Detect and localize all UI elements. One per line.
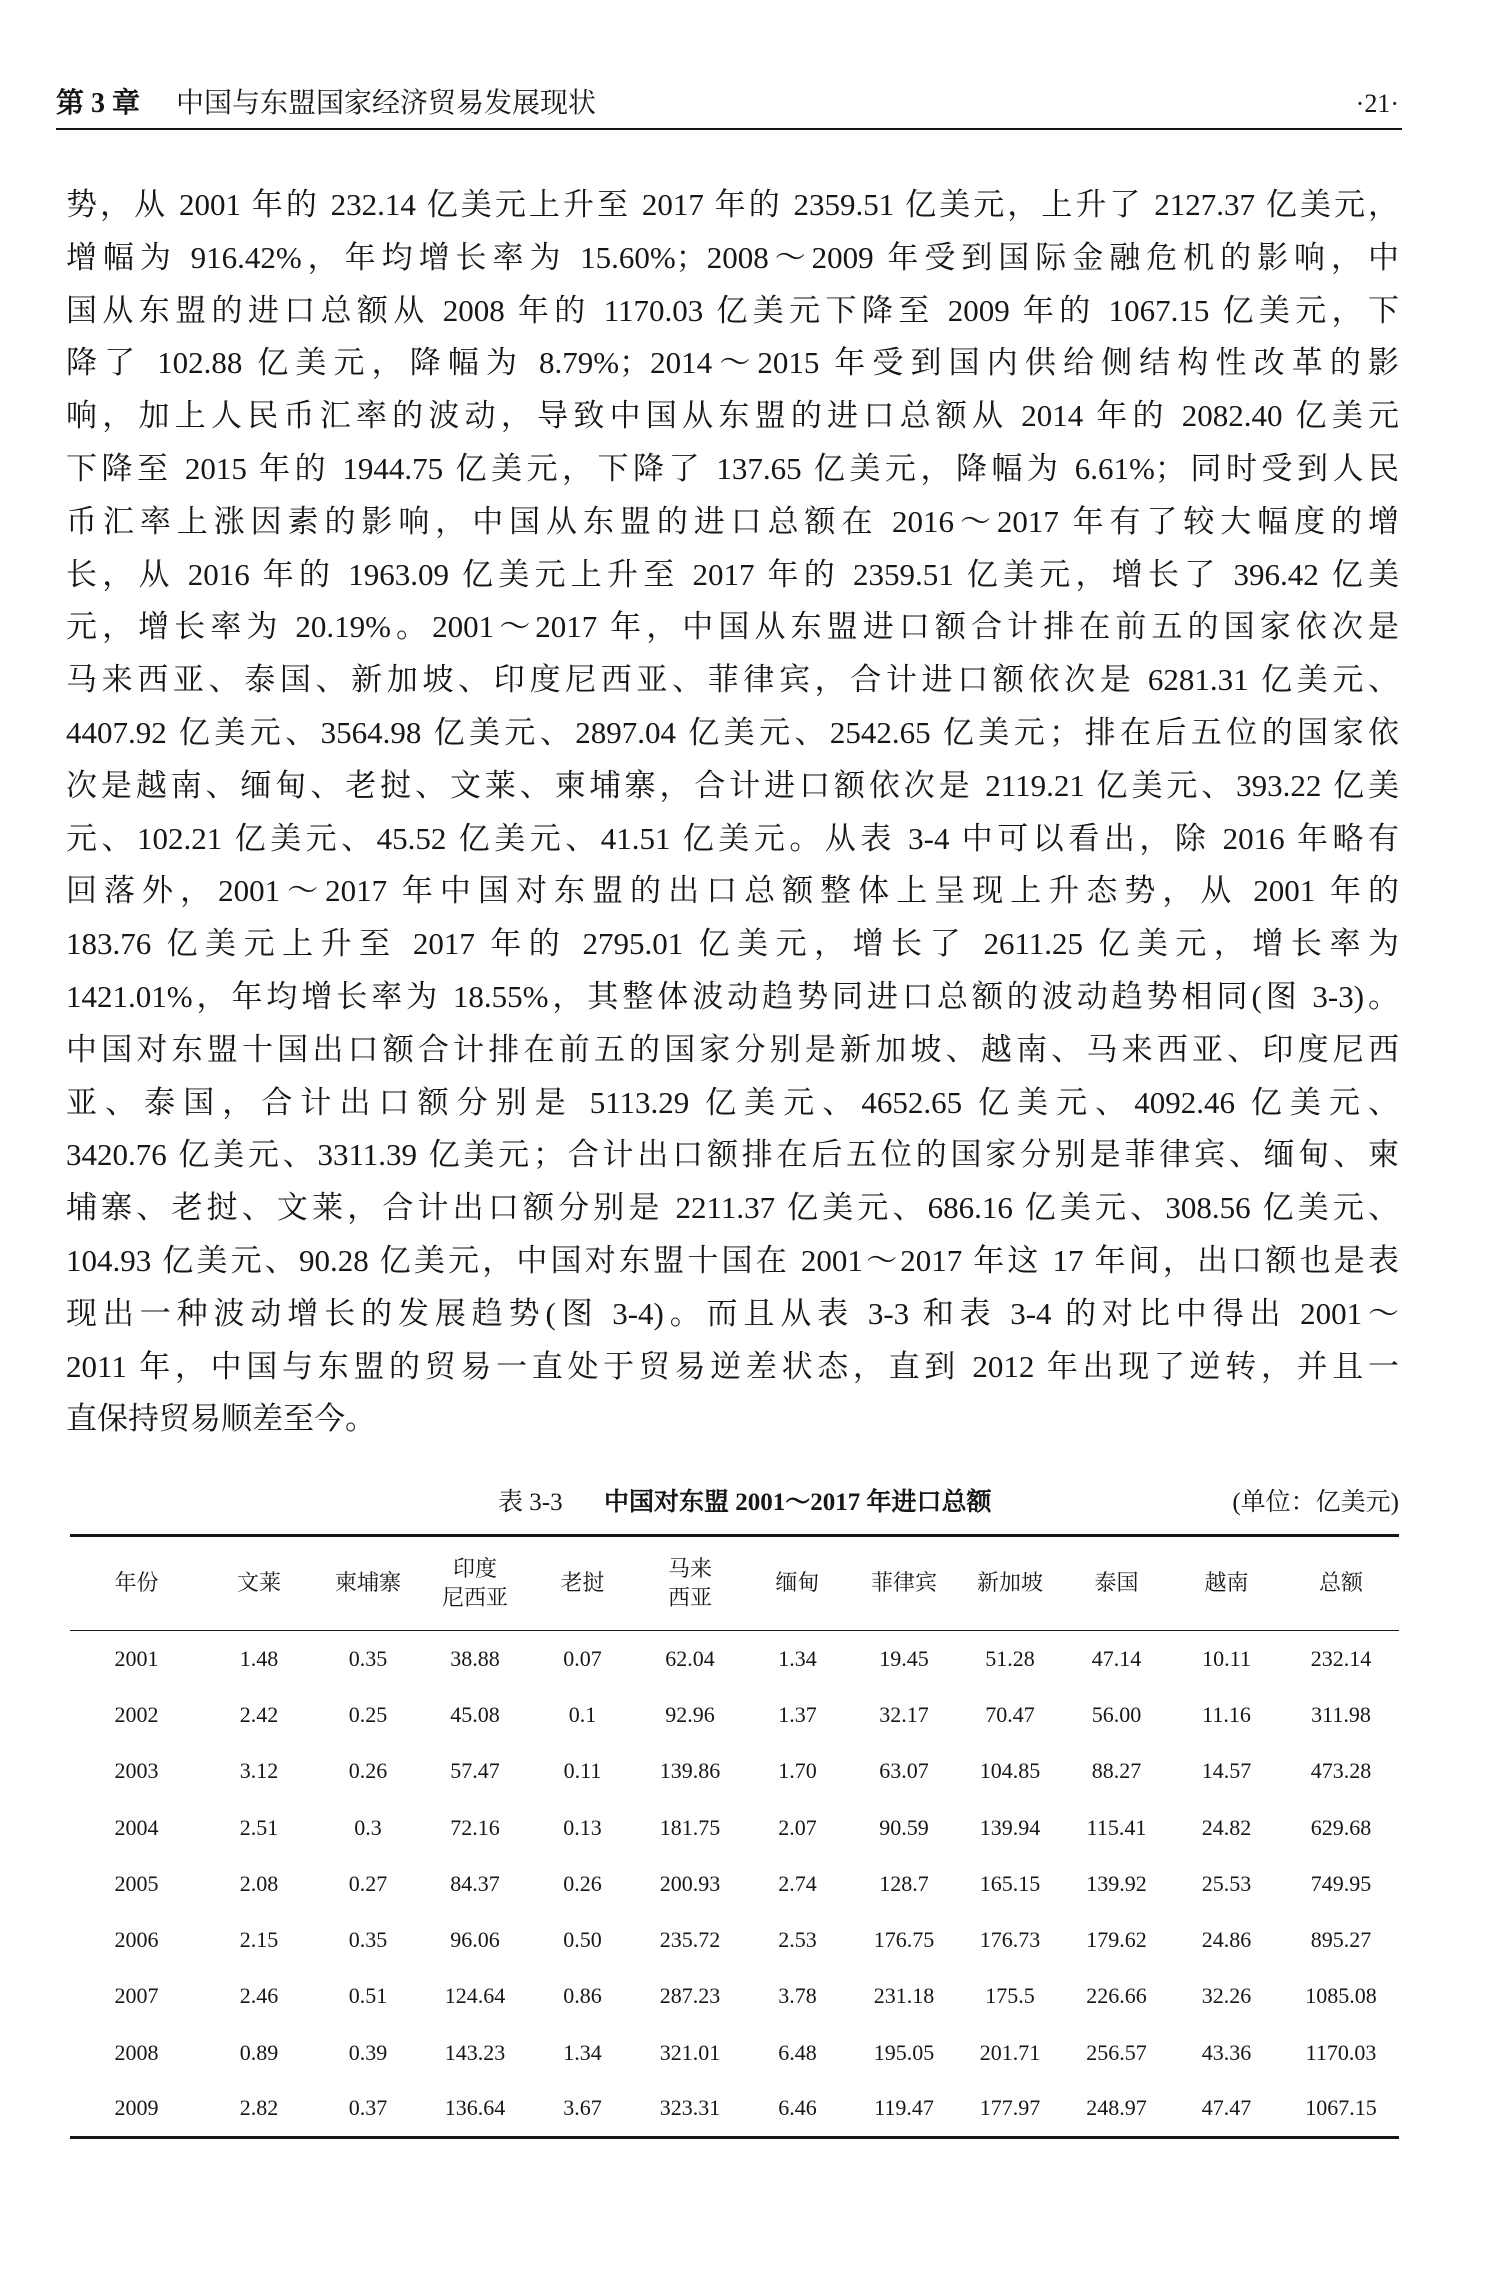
value-cell: 70.47 xyxy=(985,1701,1035,1727)
value-cell: 3.67 xyxy=(563,2095,602,2121)
value-cell: 2.42 xyxy=(239,1701,279,1727)
value-cell: 0.39 xyxy=(348,2039,388,2065)
table-head xyxy=(70,1536,1399,1631)
body-line: 次是越南、缅甸、老挝、文莱、柬埔寨，合计进口额依次是 2119.21 亿美元、393.22 亿美 xyxy=(66,767,1399,803)
value-cell: 1085.08 xyxy=(1305,1983,1377,2009)
table-row xyxy=(70,1912,1399,1968)
value-cell: 256.57 xyxy=(1086,2039,1147,2065)
value-cell: 0.25 xyxy=(348,1701,388,1727)
body-line: 国从东盟的进口总额从 2008 年的 1170.03 亿美元下降至 2009 年的 1067.15 亿美元，下 xyxy=(66,292,1399,328)
value-cell: 14.57 xyxy=(1201,1758,1252,1784)
table-row xyxy=(70,2081,1399,2137)
column-header: 印度 尼西亚 xyxy=(421,1536,529,1631)
value-cell: 321.01 xyxy=(659,2039,721,2065)
value-cell: 119.47 xyxy=(874,2095,934,2121)
table-row xyxy=(70,2025,1399,2081)
value-cell: 231.18 xyxy=(873,1983,935,2009)
value-cell: 1.34 xyxy=(563,2039,602,2065)
value-cell: 19.45 xyxy=(879,1645,929,1671)
value-cell: 115.41 xyxy=(1086,1814,1147,1840)
value-cell: 1170.03 xyxy=(1305,2039,1377,2065)
value-cell: 6.48 xyxy=(778,2039,817,2065)
table-caption-title: 中国对东盟 2001～2017 年进口总额 xyxy=(604,1489,992,1516)
body-line: 币汇率上涨因素的影响，中国从东盟的进口总额在 2016～2017 年有了较大幅度的增 xyxy=(66,503,1399,539)
table-unit: (单位：亿美元) xyxy=(1232,1489,1399,1516)
value-cell: 179.62 xyxy=(1086,1927,1147,1953)
chapter-label: 第 3 章 xyxy=(56,88,141,119)
value-cell: 2.51 xyxy=(239,1814,279,1840)
value-cell: 0.26 xyxy=(348,1758,388,1784)
value-cell: 25.53 xyxy=(1201,1870,1252,1896)
value-cell: 0.50 xyxy=(563,1927,602,1953)
table-row xyxy=(70,1743,1399,1799)
value-cell: 62.04 xyxy=(665,1645,715,1671)
year-cell: 2008 xyxy=(114,2039,159,2065)
table-row xyxy=(70,1631,1399,1687)
value-cell: 2.74 xyxy=(778,1870,817,1896)
value-cell: 47.14 xyxy=(1091,1645,1142,1671)
body-line: 中国对东盟十国出口额合计排在前五的国家分别是新加坡、越南、马来西亚、印度尼西 xyxy=(66,1031,1399,1067)
year-cell: 2003 xyxy=(114,1758,159,1784)
value-cell: 10.11 xyxy=(1202,1645,1251,1671)
table-caption xyxy=(0,1484,1500,1522)
value-cell: 181.75 xyxy=(659,1814,721,1840)
table-row xyxy=(70,1968,1399,2024)
value-cell: 195.05 xyxy=(873,2039,935,2065)
value-cell: 895.27 xyxy=(1310,1927,1372,1953)
year-cell: 2002 xyxy=(114,1701,159,1727)
value-cell: 88.27 xyxy=(1091,1758,1142,1784)
value-cell: 0.27 xyxy=(348,1870,388,1896)
data-table xyxy=(70,1534,1399,2139)
body-line: 183.76 亿美元上升至 2017 年的 2795.01 亿美元，增长了 2611.25 亿美元，增长率为 xyxy=(66,926,1399,962)
value-cell: 24.86 xyxy=(1201,1927,1252,1953)
value-cell: 200.93 xyxy=(659,1870,721,1896)
value-cell: 139.92 xyxy=(1086,1870,1147,1896)
value-cell: 2.53 xyxy=(778,1927,817,1953)
header-rule xyxy=(56,128,1402,130)
column-header: 马来 西亚 xyxy=(636,1536,744,1631)
column-header: 柬埔寨 xyxy=(315,1536,421,1631)
body-line: 长，从 2016 年的 1963.09 亿美元上升至 2017 年的 2359.51 亿美元，增长了 396.42 亿美 xyxy=(66,556,1399,592)
column-header: 越南 xyxy=(1170,1536,1283,1631)
body-line: 1421.01%，年均增长率为 18.55%，其整体波动趋势同进口总额的波动趋势相同(图 3-3)。 xyxy=(66,978,1399,1014)
value-cell: 0.35 xyxy=(348,1645,388,1671)
column-header: 老挝 xyxy=(529,1536,636,1631)
value-cell: 0.13 xyxy=(563,1814,602,1840)
body-line: 直保持贸易顺差至今。 xyxy=(66,1401,376,1437)
value-cell: 84.37 xyxy=(450,1870,500,1896)
column-header: 年份 xyxy=(70,1536,203,1631)
value-cell: 139.86 xyxy=(659,1758,721,1784)
value-cell: 0.35 xyxy=(348,1927,388,1953)
body-line: 势，从 2001 年的 232.14 亿美元上升至 2017 年的 2359.51 亿美元，上升了 2127.37 亿美元， xyxy=(66,187,1399,222)
value-cell: 201.71 xyxy=(979,2039,1041,2065)
value-cell: 139.94 xyxy=(979,1814,1041,1840)
column-header: 缅甸 xyxy=(744,1536,851,1631)
value-cell: 175.5 xyxy=(985,1983,1035,2009)
body-line: 增幅为 916.42%，年均增长率为 15.60%；2008～2009 年受到国际金融危机的影响，中 xyxy=(66,239,1399,275)
value-cell: 2.46 xyxy=(239,1983,279,2009)
value-cell: 0.07 xyxy=(563,1645,602,1671)
value-cell: 629.68 xyxy=(1310,1814,1372,1840)
value-cell: 2.82 xyxy=(239,2095,279,2121)
table-row xyxy=(70,1799,1399,1855)
value-cell: 232.14 xyxy=(1310,1645,1372,1671)
body-line: 2011 年，中国与东盟的贸易一直处于贸易逆差状态，直到 2012 年出现了逆转，并且一 xyxy=(66,1348,1399,1384)
value-cell: 72.16 xyxy=(450,1814,500,1840)
value-cell: 124.64 xyxy=(444,1983,506,2009)
value-cell: 128.7 xyxy=(879,1870,929,1896)
value-cell: 90.59 xyxy=(879,1814,929,1840)
value-cell: 56.00 xyxy=(1091,1701,1142,1727)
value-cell: 749.95 xyxy=(1310,1870,1372,1896)
table-row xyxy=(70,1687,1399,1743)
body-line: 亚、泰国，合计出口额分别是 5113.29 亿美元、4652.65 亿美元、4092.46 亿美元、 xyxy=(66,1084,1399,1120)
value-cell: 3.78 xyxy=(778,1983,817,2009)
body-line: 响，加上人民币汇率的波动，导致中国从东盟的进口总额从 2014 年的 2082.40 亿美元 xyxy=(66,398,1399,434)
page-number: ·21· xyxy=(1355,89,1399,118)
body-line: 元、102.21 亿美元、45.52 亿美元、41.51 亿美元。从表 3-4 中可以看出，除 2016 年略有 xyxy=(66,820,1399,856)
year-cell: 2009 xyxy=(114,2095,159,2121)
column-header: 总额 xyxy=(1283,1536,1399,1631)
body-line: 元，增长率为 20.19%。2001～2017 年，中国从东盟进口额合计排在前五的国家依次是 xyxy=(66,609,1399,645)
value-cell: 32.17 xyxy=(879,1701,929,1727)
value-cell: 3.12 xyxy=(239,1758,279,1784)
value-cell: 32.26 xyxy=(1201,1983,1252,2009)
column-header: 新加坡 xyxy=(957,1536,1063,1631)
value-cell: 0.51 xyxy=(348,1983,388,2009)
value-cell: 0.37 xyxy=(348,2095,388,2121)
value-cell: 38.88 xyxy=(450,1645,500,1671)
body-text xyxy=(66,179,1399,1446)
value-cell: 2.15 xyxy=(239,1927,279,1953)
body-line: 埔寨、老挝、文莱，合计出口额分别是 2211.37 亿美元、686.16 亿美元、308.56 亿美元、 xyxy=(66,1190,1399,1226)
value-cell: 24.82 xyxy=(1201,1814,1252,1840)
value-cell: 136.64 xyxy=(444,2095,506,2121)
value-cell: 1.70 xyxy=(778,1758,817,1784)
value-cell: 45.08 xyxy=(450,1701,500,1727)
value-cell: 176.75 xyxy=(873,1927,935,1953)
table-header-row xyxy=(70,1536,1399,1631)
value-cell: 287.23 xyxy=(659,1983,721,2009)
value-cell: 11.16 xyxy=(1202,1701,1251,1727)
body-line: 104.93 亿美元、90.28 亿美元，中国对东盟十国在 2001～2017 年这 17 年间，出口额也是表 xyxy=(66,1242,1399,1278)
column-header: 文莱 xyxy=(203,1536,315,1631)
value-cell: 51.28 xyxy=(985,1645,1035,1671)
year-cell: 2004 xyxy=(114,1814,159,1840)
value-cell: 177.97 xyxy=(979,2095,1041,2121)
body-line: 现出一种波动增长的发展趋势(图 3-4)。而且从表 3-3 和表 3-4 的对比中得出 2001～ xyxy=(66,1295,1399,1331)
value-cell: 2.07 xyxy=(778,1814,817,1840)
body-line: 下降至 2015 年的 1944.75 亿美元，下降了 137.65 亿美元，降幅为 6.61%；同时受到人民 xyxy=(66,450,1399,486)
value-cell: 2.08 xyxy=(239,1870,279,1896)
value-cell: 1.34 xyxy=(778,1645,817,1671)
value-cell: 0.11 xyxy=(563,1758,602,1784)
value-cell: 248.97 xyxy=(1086,2095,1147,2121)
running-head xyxy=(56,86,1399,122)
value-cell: 0.86 xyxy=(563,1983,602,2009)
value-cell: 323.31 xyxy=(659,2095,721,2121)
table-row xyxy=(70,1856,1399,1912)
value-cell: 176.73 xyxy=(979,1927,1041,1953)
body-line: 马来西亚、泰国、新加坡、印度尼西亚、菲律宾，合计进口额依次是 6281.31 亿美元、 xyxy=(66,662,1399,698)
value-cell: 473.28 xyxy=(1310,1758,1372,1784)
value-cell: 0.89 xyxy=(239,2039,279,2065)
body-line: 3420.76 亿美元、3311.39 亿美元；合计出口额排在后五位的国家分别是菲律宾、缅甸、柬 xyxy=(66,1137,1399,1173)
value-cell: 165.15 xyxy=(979,1870,1041,1896)
body-line: 4407.92 亿美元、3564.98 亿美元、2897.04 亿美元、2542.65 亿美元；排在后五位的国家依 xyxy=(66,714,1399,750)
value-cell: 104.85 xyxy=(979,1758,1041,1784)
value-cell: 0.1 xyxy=(568,1701,597,1727)
value-cell: 6.46 xyxy=(778,2095,817,2121)
value-cell: 226.66 xyxy=(1086,1983,1147,2009)
year-cell: 2006 xyxy=(114,1927,159,1953)
value-cell: 43.36 xyxy=(1201,2039,1252,2065)
value-cell: 143.23 xyxy=(444,2039,506,2065)
value-cell: 63.07 xyxy=(879,1758,929,1784)
value-cell: 235.72 xyxy=(659,1927,721,1953)
column-header: 菲律宾 xyxy=(851,1536,957,1631)
column-header: 泰国 xyxy=(1063,1536,1170,1631)
value-cell: 47.47 xyxy=(1201,2095,1252,2121)
year-cell: 2005 xyxy=(114,1870,159,1896)
body-line: 降了 102.88 亿美元，降幅为 8.79%；2014～2015 年受到国内供给侧结构性改革的影 xyxy=(66,345,1399,381)
table-caption-number: 表 3-3 xyxy=(498,1489,563,1516)
value-cell: 1.48 xyxy=(239,1645,279,1671)
value-cell: 57.47 xyxy=(450,1758,500,1784)
value-cell: 96.06 xyxy=(450,1927,500,1953)
body-line: 回落外，2001～2017 年中国对东盟的出口总额整体上呈现上升态势，从 2001 年的 xyxy=(66,873,1399,909)
value-cell: 1067.15 xyxy=(1305,2095,1377,2121)
year-cell: 2007 xyxy=(114,1983,159,2009)
value-cell: 0.3 xyxy=(354,1814,382,1840)
chapter-title: 中国与东盟国家经济贸易发展现状 xyxy=(176,88,597,119)
value-cell: 0.26 xyxy=(563,1870,602,1896)
value-cell: 311.98 xyxy=(1311,1701,1371,1727)
value-cell: 1.37 xyxy=(778,1701,817,1727)
table-body xyxy=(70,1631,1399,2138)
year-cell: 2001 xyxy=(114,1645,159,1671)
value-cell: 92.96 xyxy=(665,1701,715,1727)
